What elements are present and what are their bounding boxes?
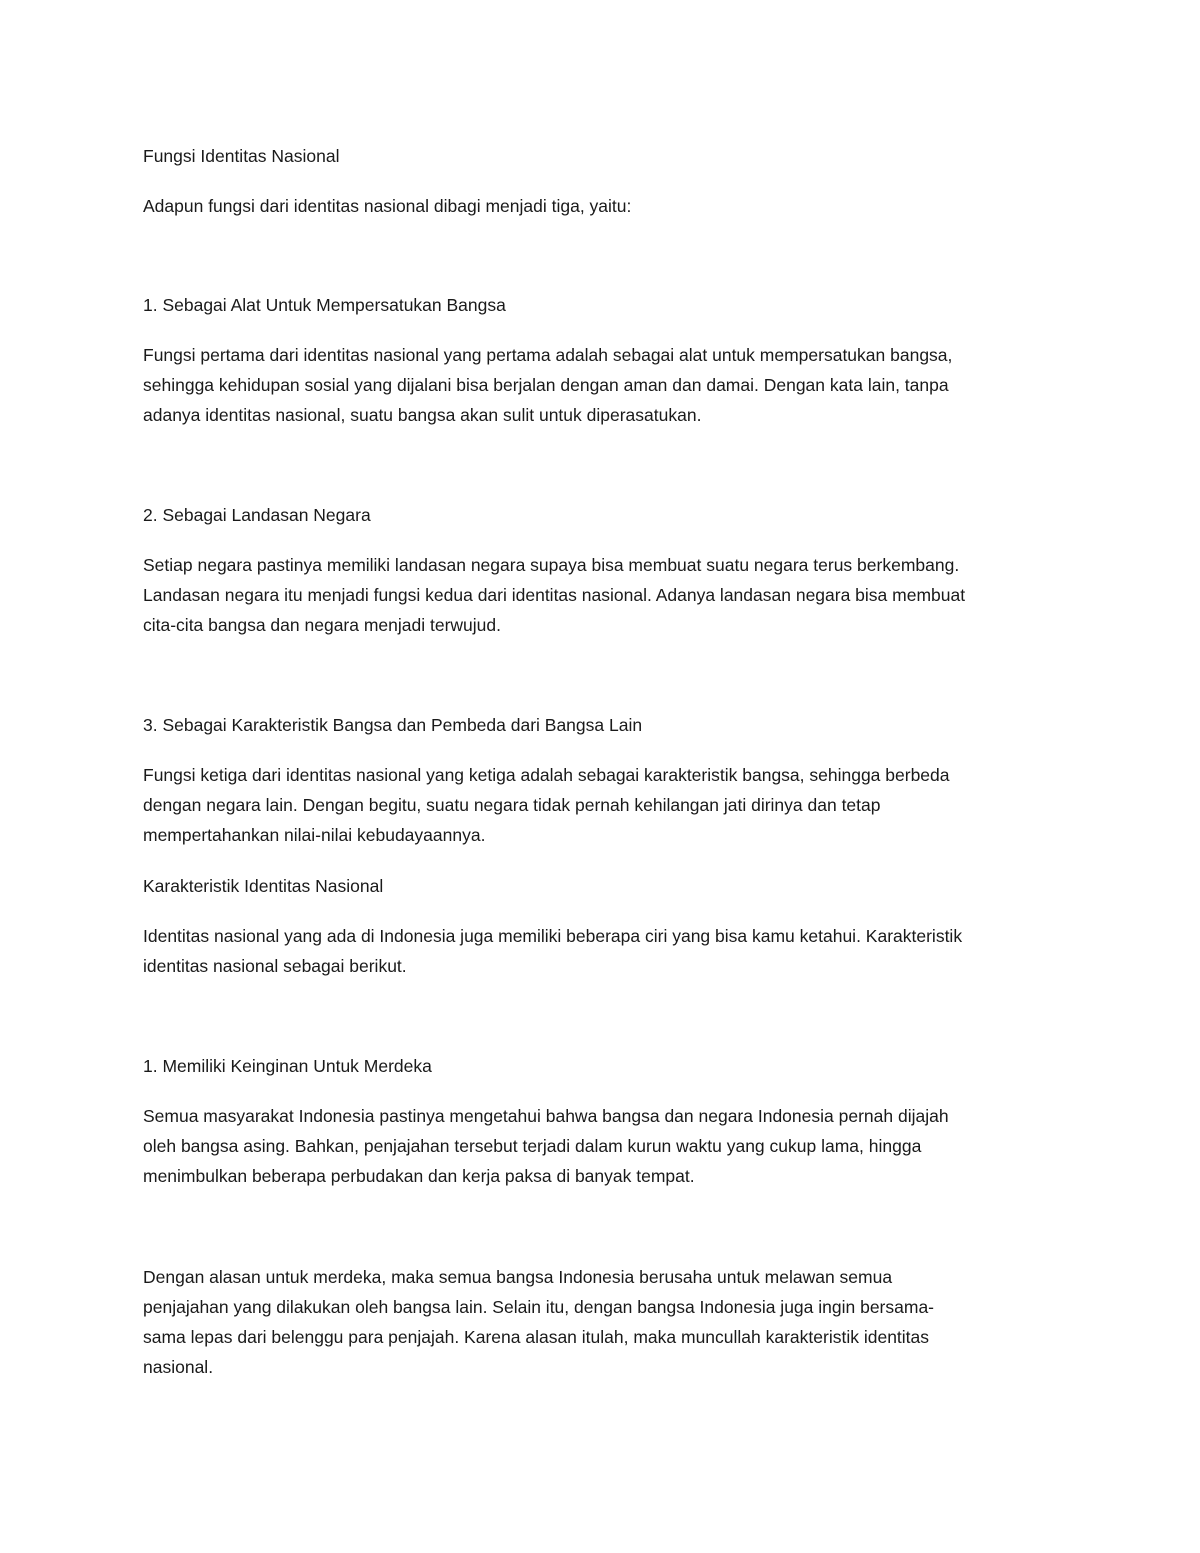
function-2-paragraph: Setiap negara pastinya memiliki landasan negara supaya bisa membuat suatu negara terus berkembang. Landasan negara itu menjadi fungsi kedua dari identitas nasional. Adanya landasan negara bisa membuat cita-cita bangsa dan negara menjadi terwujud. xyxy=(143,555,966,635)
function-3-heading: 3. Sebagai Karakteristik Bangsa dan Pembeda dari Bangsa Lain xyxy=(143,715,643,735)
characteristics-intro: Identitas nasional yang ada di Indonesia juga memiliki beberapa ciri yang bisa kamu ketahui. Karakteristik identitas nasional sebagai berikut. xyxy=(143,926,963,976)
intro-paragraph: Adapun fungsi dari identitas nasional dibagi menjadi tiga, yaitu: xyxy=(143,196,632,216)
characteristics-title: Karakteristik Identitas Nasional xyxy=(143,876,384,896)
document-title: Fungsi Identitas Nasional xyxy=(143,146,340,166)
function-1-heading: 1. Sebagai Alat Untuk Mempersatukan Bangsa xyxy=(143,295,506,315)
function-1-paragraph: Fungsi pertama dari identitas nasional yang pertama adalah sebagai alat untuk mempersatukan bangsa, sehingga kehidupan sosial yang dijalani bisa berjalan dengan aman dan damai. Dengan kata lain, tanpa adanya identitas nasional, suatu bangsa akan sulit untuk diperasatukan. xyxy=(143,345,953,425)
characteristic-1-paragraph-2: Dengan alasan untuk merdeka, maka semua bangsa Indonesia berusaha untuk melawan semua penjajahan yang dilakukan oleh bangsa lain. Selain itu, dengan bangsa Indonesia juga ingin bersama- sama lepas dari belenggu para penjajah. Karena alasan itulah, maka muncullah karakteristik identitas nasional. xyxy=(143,1267,935,1377)
function-3-paragraph: Fungsi ketiga dari identitas nasional yang ketiga adalah sebagai karakteristik bangsa, sehingga berbeda dengan negara lain. Dengan begitu, suatu negara tidak pernah kehilangan jati dirinya dan tetap mempertahankan nilai-nilai kebudayaannya. xyxy=(143,765,950,845)
function-2-heading: 2. Sebagai Landasan Negara xyxy=(143,505,371,525)
characteristic-1-heading: 1. Memiliki Keinginan Untuk Merdeka xyxy=(143,1056,432,1076)
characteristic-1-paragraph-1: Semua masyarakat Indonesia pastinya mengetahui bahwa bangsa dan negara Indonesia pernah dijajah oleh bangsa asing. Bahkan, penjajahan tersebut terjadi dalam kurun waktu yang cukup lama, hingga menimbulkan beberapa perbudakan dan kerja paksa di banyak tempat. xyxy=(143,1106,949,1186)
